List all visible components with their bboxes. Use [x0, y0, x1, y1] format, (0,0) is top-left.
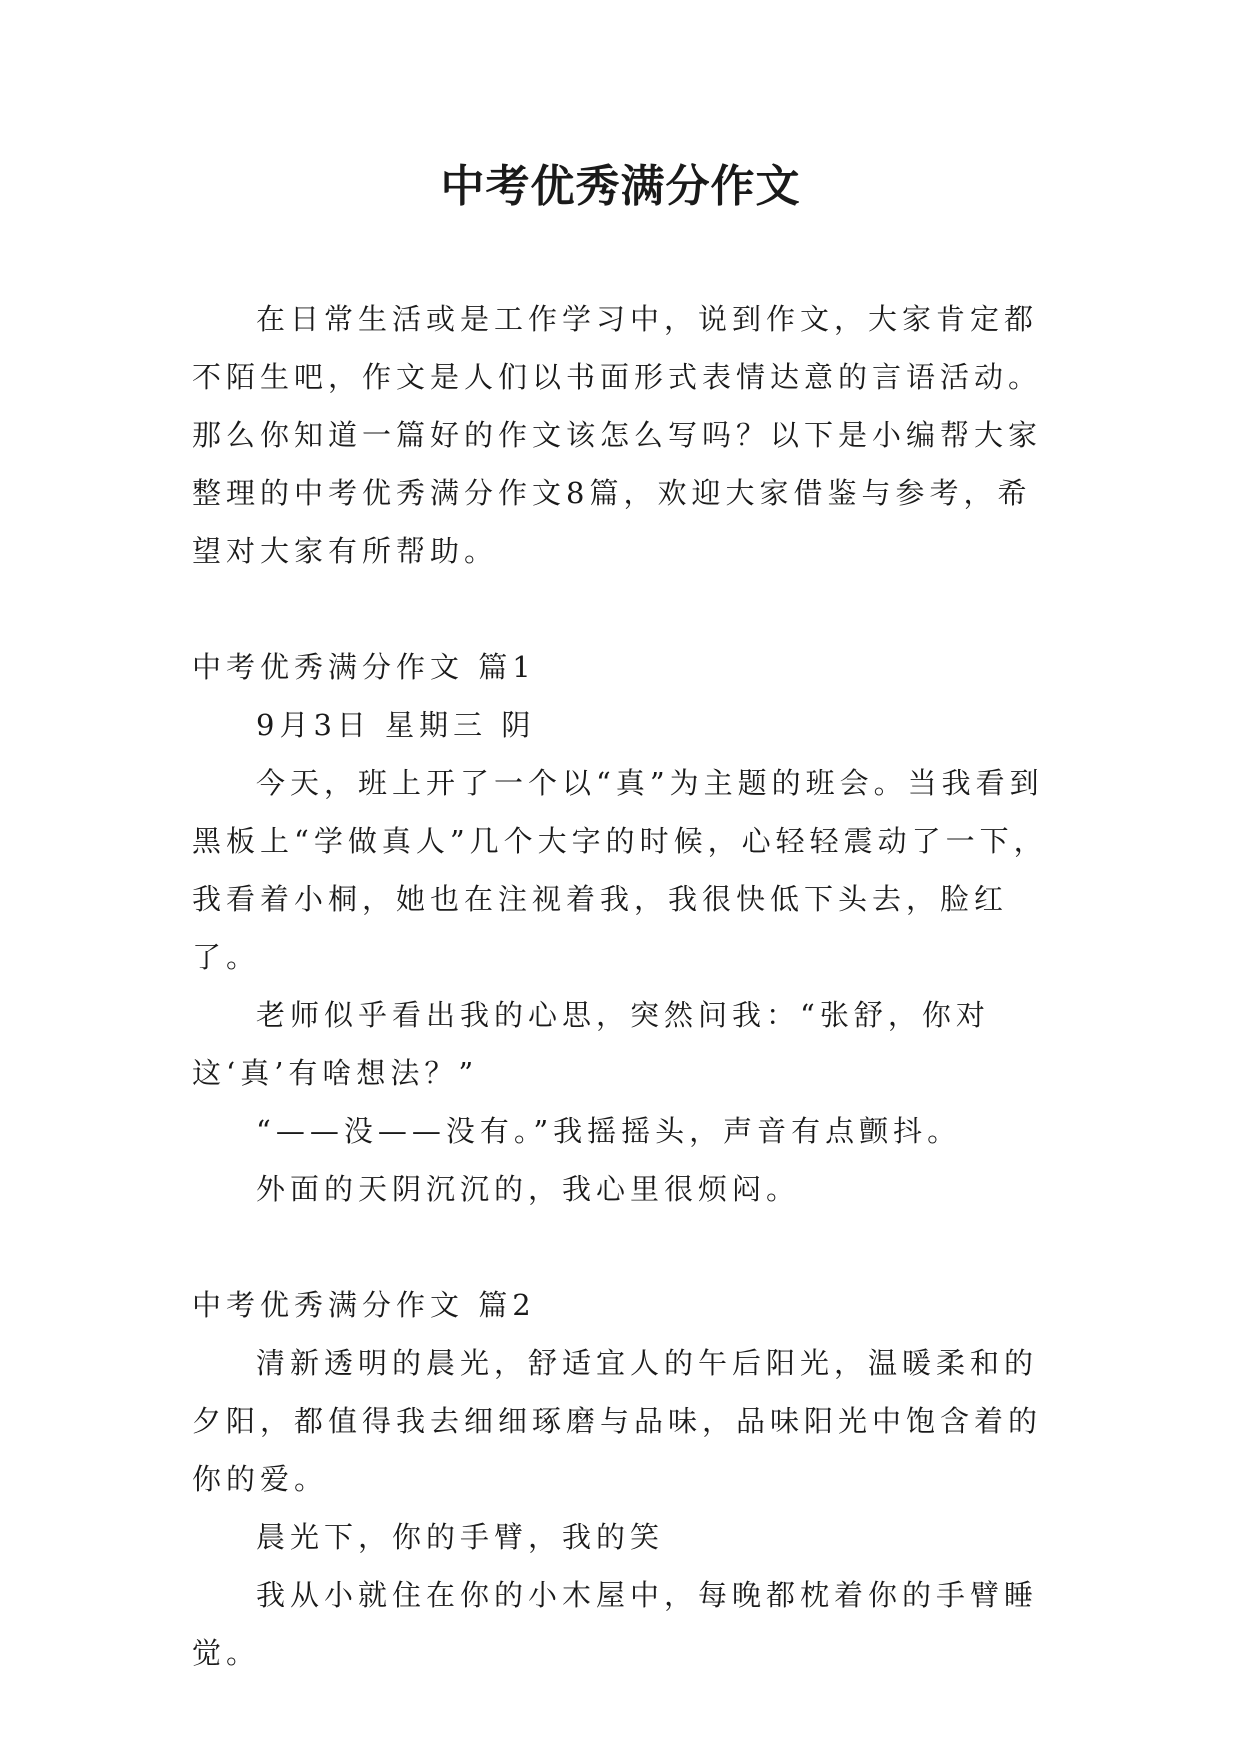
- essay-paragraph: 晨光下，你的手臂，我的笑: [256, 1520, 665, 1554]
- essay-paragraph: 今天，班上开了一个以“真”为主题的班会。当我看到黑板上“学做真人”几个大字的时候，心轻轻震动了一下，我看着小桐，她也在注视着我，我很快低下头去，脸红了。: [192, 766, 1048, 974]
- essay-heading: 中考优秀满分作文 篇1: [192, 650, 536, 684]
- essay-1: [192, 638, 1054, 1218]
- essay-paragraph: 外面的天阴沉沉的，我心里很烦闷。: [256, 1172, 801, 1206]
- document-body: [192, 290, 1054, 1682]
- essay-paragraph: 清新透明的晨光，舒适宜人的午后阳光，温暖柔和的夕阳，都值得我去细细琢磨与品味，品味阳光中饱含着的你的爱。: [192, 1346, 1043, 1496]
- document-title: 中考优秀满分作文: [440, 161, 801, 212]
- essay-paragraph: 老师似乎看出我的心思，突然问我：“张舒，你对这‘真’有啥想法？”: [192, 998, 990, 1090]
- essay-paragraph: 我从小就住在你的小木屋中，每晚都枕着你的手臂睡觉。: [192, 1578, 1039, 1670]
- essay-paragraph: 9月3日 星期三 阴: [256, 708, 536, 742]
- intro-paragraph: 在日常生活或是工作学习中，说到作文，大家肯定都不陌生吧，作文是人们以书面形式表情达意的言语活动。那么你知道一篇好的作文该怎么写吗？以下是小编帮大家整理的中考优秀满分作文8篇，欢迎大家借鉴与参考，希望对大家有所帮助。: [192, 302, 1043, 568]
- essay-2: [192, 1276, 1054, 1682]
- essay-heading: 中考优秀满分作文 篇2: [192, 1288, 536, 1322]
- essay-paragraph: “——没——没有。”我摇摇头，声音有点颤抖。: [256, 1114, 962, 1148]
